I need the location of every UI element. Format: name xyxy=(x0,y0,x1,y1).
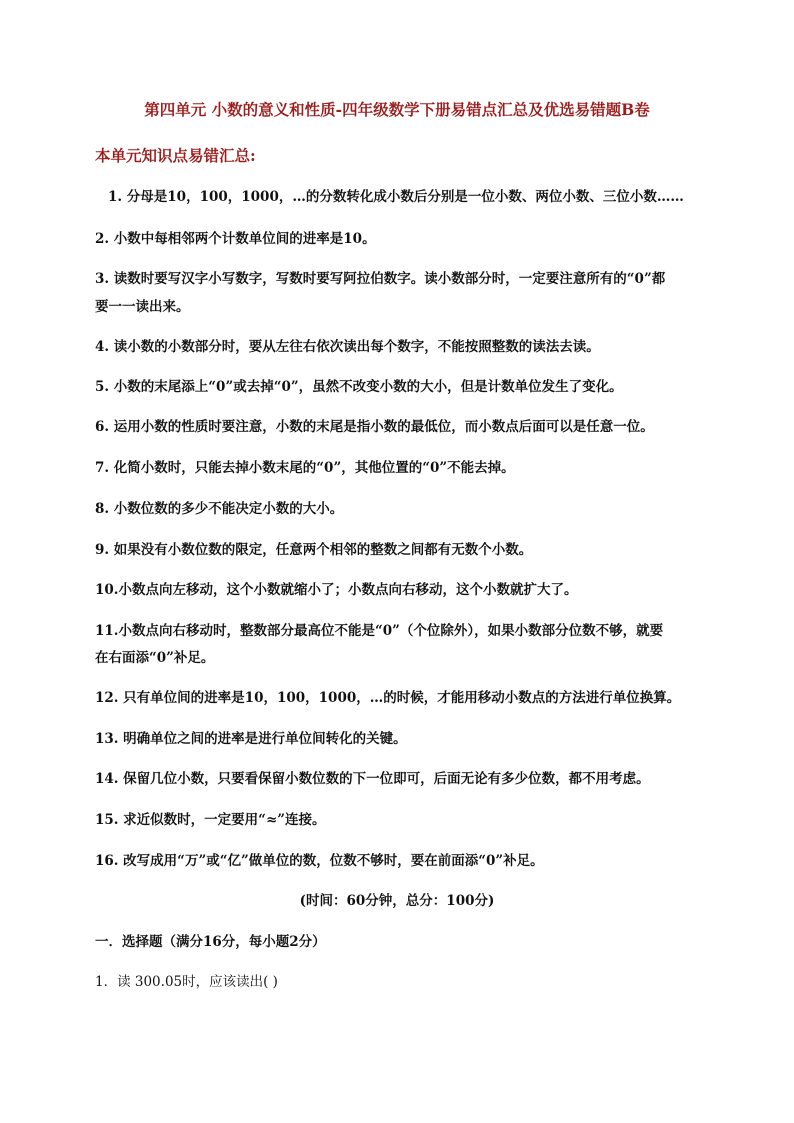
knowledge-point-12: 12. 只有单位间的进率是10，100，1000，…的时候，才能用移动小数点的方法进行单位换算。 xyxy=(95,690,681,706)
knowledge-point-15: 15. 求近似数时，一定要用“≈”连接。 xyxy=(95,812,326,828)
knowledge-point-5: 5. 小数的末尾添上“0”或去掉“0”，虽然不改变小数的大小，但是计数单位发生了变化。 xyxy=(95,379,623,395)
knowledge-point-8: 8. 小数位数的多少不能决定小数的大小。 xyxy=(95,501,344,517)
knowledge-point-6: 6. 运用小数的性质时要注意，小数的末尾是指小数的最低位，而小数点后面可以是任意一位。 xyxy=(95,419,654,435)
question-1: 1．读 300.05时，应该读出( ) xyxy=(95,974,278,990)
knowledge-point-4: 4. 读小数的小数部分时，要从左往右依次读出每个数字，不能按照整数的读法去读。 xyxy=(95,339,600,355)
knowledge-point-13: 13. 明确单位之间的进率是进行单位间转化的关键。 xyxy=(95,731,407,747)
knowledge-point-3-continued: 要一一读出来。 xyxy=(95,299,190,315)
time-and-score-note: (时间：60分钟，总分：100分) xyxy=(299,893,495,909)
knowledge-point-11-continued: 在右面添“0”补足。 xyxy=(95,650,215,666)
knowledge-point-7: 7. 化简小数时，只能去掉小数末尾的“0”，其他位置的“0”不能去掉。 xyxy=(95,460,515,476)
knowledge-point-14: 14. 保留几位小数，只要看保留小数位数的下一位即可，后面无论有多少位数，都不用考虑。 xyxy=(95,771,650,787)
knowledge-point-10: 10.小数点向左移动，这个小数就缩小了；小数点向右移动，这个小数就扩大了。 xyxy=(95,582,578,598)
knowledge-point-3: 3. 读数时要写汉字小写数字，写数时要写阿拉伯数字。读小数部分时，一定要注意所有的“0”都 xyxy=(95,271,666,287)
knowledge-point-2: 2. 小数中每相邻两个计数单位间的进率是10。 xyxy=(95,231,376,247)
knowledge-point-1: 1. 分母是10，100，1000，…的分数转化成小数后分别是一位小数、两位小数、三位小数…… xyxy=(108,189,684,205)
page-title: 第四单元 小数的意义和性质-四年级数学下册易错点汇总及优选易错题B卷 xyxy=(144,100,650,119)
part-one-heading: 一．选择题（满分16分，每小题2分） xyxy=(95,934,326,950)
section-heading: 本单元知识点易错汇总: xyxy=(95,146,256,165)
knowledge-point-9: 9. 如果没有小数位数的限定，任意两个相邻的整数之间都有无数个小数。 xyxy=(95,542,533,558)
knowledge-point-11: 11.小数点向右移动时，整数部分最高位不能是“0”（个位除外），如果小数部分位数不够，就要 xyxy=(95,623,664,639)
knowledge-point-16: 16. 改写成用“万”或“亿”做单位的数，位数不够时，要在前面添“0”补足。 xyxy=(95,853,544,869)
